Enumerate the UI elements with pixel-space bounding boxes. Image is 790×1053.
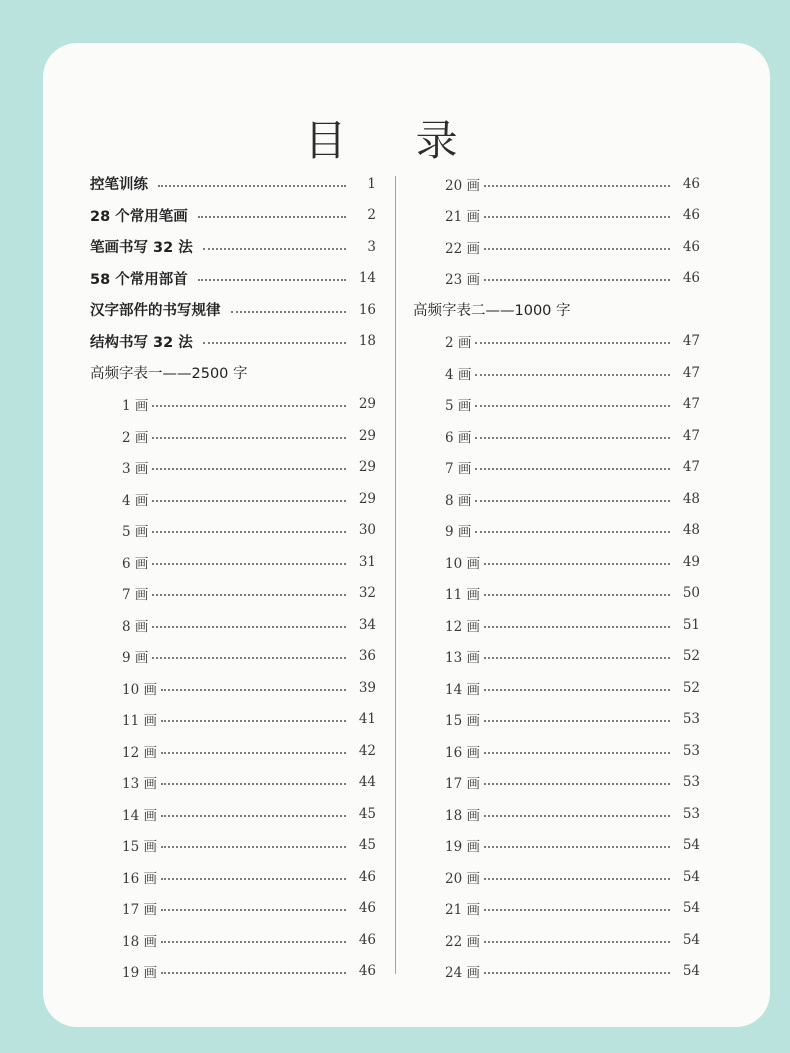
dot-leader [161, 972, 346, 974]
dot-leader [231, 311, 347, 313]
toc-entry[interactable] [413, 609, 700, 641]
toc-page-number: 49 [682, 553, 700, 570]
toc-page-number: 46 [358, 931, 376, 948]
toc-entry-label: 22 画 [445, 240, 480, 257]
toc-page-number: 44 [358, 774, 376, 791]
toc-entry-label: 汉字部件的书写规律 [90, 303, 221, 320]
dot-leader [475, 342, 670, 344]
toc-entry[interactable] [90, 924, 376, 956]
toc-entry-label: 19 画 [122, 965, 157, 982]
toc-page-number: 47 [682, 459, 700, 476]
dot-leader [161, 909, 346, 911]
toc-entry-label: 13 画 [122, 776, 157, 793]
toc-entry-label: 12 画 [122, 744, 157, 761]
toc-page-number: 29 [358, 490, 376, 507]
toc-entry[interactable] [413, 452, 700, 484]
toc-page-number: 29 [358, 396, 376, 413]
toc-entry[interactable] [413, 672, 700, 704]
toc-entry[interactable] [90, 893, 376, 925]
toc-page-number: 47 [682, 364, 700, 381]
toc-entry[interactable] [90, 483, 376, 515]
toc-page-number: 29 [358, 459, 376, 476]
toc-entry-label: 20 画 [445, 177, 480, 194]
toc-page-number: 54 [682, 900, 700, 917]
toc-page-number: 16 [358, 301, 376, 318]
toc-entry[interactable] [413, 704, 700, 736]
dot-leader [161, 815, 346, 817]
toc-entry-label: 结构书写 32 法 [90, 334, 193, 351]
toc-entry[interactable] [413, 956, 700, 988]
dot-leader [484, 563, 670, 565]
toc-entry[interactable] [413, 515, 700, 547]
dot-leader [484, 594, 670, 596]
dot-leader [203, 248, 346, 250]
dot-leader [161, 689, 346, 691]
toc-entry-label: 16 画 [445, 744, 480, 761]
toc-page-number: 41 [358, 711, 376, 728]
toc-entry[interactable] [90, 452, 376, 484]
toc-entry[interactable] [413, 798, 700, 830]
toc-page-number: 45 [358, 837, 376, 854]
toc-page-number: 53 [682, 805, 700, 822]
toc-page-number: 2 [367, 207, 376, 224]
toc-entry[interactable] [90, 326, 376, 358]
toc-entry[interactable] [90, 420, 376, 452]
toc-page-number: 46 [358, 900, 376, 917]
toc-entry-label: 20 画 [445, 870, 480, 887]
toc-page-number: 50 [682, 585, 700, 602]
toc-entry[interactable] [413, 767, 700, 799]
toc-entry-label: 21 画 [445, 902, 480, 919]
toc-entry[interactable] [413, 263, 700, 295]
toc-entry-label: 10 画 [445, 555, 480, 572]
dot-leader [152, 468, 346, 470]
page-title: 目 录 [304, 116, 486, 166]
toc-entry[interactable] [413, 231, 700, 263]
toc-page-number: 1 [367, 175, 376, 192]
toc-entry[interactable] [90, 263, 376, 295]
toc-page-number: 34 [358, 616, 376, 633]
dot-leader [484, 846, 670, 848]
dot-leader [161, 941, 346, 943]
toc-entry-label: 18 画 [122, 933, 157, 950]
toc-page-number: 31 [358, 553, 376, 570]
dot-leader [152, 405, 346, 407]
toc-entry-label: 15 画 [122, 839, 157, 856]
toc-entry[interactable] [413, 893, 700, 925]
dot-leader [484, 657, 670, 659]
toc-entry-label: 6 画 [122, 555, 149, 572]
toc-page-number: 32 [358, 585, 376, 602]
toc-entry-label: 14 画 [122, 807, 157, 824]
dot-leader [484, 752, 670, 754]
dot-leader [484, 878, 670, 880]
toc-entry-label: 5 画 [122, 524, 149, 541]
toc-page-number: 53 [682, 774, 700, 791]
toc-entry-label: 1 画 [122, 398, 149, 415]
toc-entry-label: 28 个常用笔画 [90, 208, 188, 225]
toc-entry[interactable] [413, 546, 700, 578]
dot-leader [152, 594, 346, 596]
toc-page-number: 46 [682, 175, 700, 192]
toc-entry[interactable] [90, 578, 376, 610]
dot-leader [161, 846, 346, 848]
toc-page-number: 48 [682, 522, 700, 539]
toc-entry[interactable] [413, 641, 700, 673]
toc-entry-label: 19 画 [445, 839, 480, 856]
toc-entry[interactable] [90, 956, 376, 988]
toc-page-number: 54 [682, 931, 700, 948]
dot-leader [161, 783, 346, 785]
dot-leader [475, 405, 670, 407]
toc-entry-label: 高频字表二——1000 字 [413, 303, 571, 320]
toc-entry-label: 8 画 [122, 618, 149, 635]
toc-entry-label: 14 画 [445, 681, 480, 698]
toc-page-number: 54 [682, 963, 700, 980]
dot-leader [484, 216, 670, 218]
toc-entry[interactable] [90, 704, 376, 736]
toc-page-number: 51 [682, 616, 700, 633]
toc-entry-label: 24 画 [445, 965, 480, 982]
toc-entry-label: 21 画 [445, 209, 480, 226]
toc-left-column [90, 168, 376, 987]
toc-entry-label: 9 画 [122, 650, 149, 667]
toc-entry-label: 控笔训练 [90, 177, 148, 194]
toc-entry[interactable] [90, 735, 376, 767]
toc-entry[interactable] [90, 294, 376, 326]
dot-leader [484, 720, 670, 722]
dot-leader [152, 563, 346, 565]
dot-leader [152, 626, 346, 628]
toc-page-number: 42 [358, 742, 376, 759]
toc-page-number: 3 [367, 238, 376, 255]
toc-entry[interactable] [413, 420, 700, 452]
toc-entry-label: 58 个常用部首 [90, 271, 188, 288]
toc-entry-label: 22 画 [445, 933, 480, 950]
toc-page-number: 45 [358, 805, 376, 822]
dot-leader [203, 342, 346, 344]
toc-page-number: 36 [358, 648, 376, 665]
toc-entry[interactable] [90, 231, 376, 263]
toc-entry-label: 17 画 [445, 776, 480, 793]
toc-section-heading [413, 294, 700, 326]
toc-entry[interactable] [413, 735, 700, 767]
toc-entry-label: 15 画 [445, 713, 480, 730]
toc-entry-label: 6 画 [445, 429, 472, 446]
toc-entry[interactable] [90, 798, 376, 830]
toc-page-number: 14 [358, 270, 376, 287]
column-divider [395, 176, 396, 974]
dot-leader [475, 374, 670, 376]
dot-leader [484, 689, 670, 691]
toc-entry-label: 3 画 [122, 461, 149, 478]
dot-leader [484, 972, 670, 974]
toc-entry[interactable] [90, 546, 376, 578]
toc-section-heading [90, 357, 376, 389]
dot-leader [475, 437, 670, 439]
toc-page-number: 46 [682, 238, 700, 255]
toc-page-number: 54 [682, 837, 700, 854]
toc-entry[interactable] [413, 483, 700, 515]
toc-entry[interactable] [413, 357, 700, 389]
dot-leader [484, 783, 670, 785]
dot-leader [198, 216, 346, 218]
toc-entry-label: 2 画 [122, 429, 149, 446]
toc-entry-label: 7 画 [445, 461, 472, 478]
dot-leader [484, 815, 670, 817]
dot-leader [198, 279, 346, 281]
toc-entry[interactable] [90, 672, 376, 704]
toc-entry[interactable] [90, 830, 376, 862]
toc-page-number: 47 [682, 333, 700, 350]
toc-entry[interactable] [90, 861, 376, 893]
dot-leader [484, 909, 670, 911]
toc-entry[interactable] [90, 200, 376, 232]
dot-leader [161, 752, 346, 754]
dot-leader [152, 437, 346, 439]
toc-entry[interactable] [90, 515, 376, 547]
toc-entry-label: 高频字表一——2500 字 [90, 366, 248, 383]
dot-leader [484, 248, 670, 250]
toc-page-number: 39 [358, 679, 376, 696]
toc-entry[interactable] [90, 641, 376, 673]
toc-entry[interactable] [413, 326, 700, 358]
dot-leader [161, 720, 346, 722]
toc-entry-label: 5 画 [445, 398, 472, 415]
toc-page-number: 48 [682, 490, 700, 507]
toc-entry-label: 17 画 [122, 902, 157, 919]
dot-leader [484, 626, 670, 628]
dot-leader [158, 185, 346, 187]
dot-leader [161, 878, 346, 880]
toc-entry-label: 7 画 [122, 587, 149, 604]
toc-entry[interactable] [413, 861, 700, 893]
toc-page-number: 47 [682, 396, 700, 413]
toc-page-number: 30 [358, 522, 376, 539]
toc-page-number: 47 [682, 427, 700, 444]
toc-entry-label: 16 画 [122, 870, 157, 887]
toc-page-number: 46 [682, 207, 700, 224]
toc-entry-label: 13 画 [445, 650, 480, 667]
toc-entry-label: 笔画书写 32 法 [90, 240, 193, 257]
toc-entry[interactable] [90, 389, 376, 421]
toc-entry-label: 10 画 [122, 681, 157, 698]
dot-leader [475, 531, 670, 533]
toc-entry-label: 11 画 [122, 713, 157, 730]
toc-entry[interactable] [413, 830, 700, 862]
toc-page-number: 53 [682, 742, 700, 759]
toc-entry[interactable] [90, 168, 376, 200]
toc-entry[interactable] [413, 200, 700, 232]
toc-page-number: 54 [682, 868, 700, 885]
dot-leader [484, 185, 670, 187]
toc-entry-label: 11 画 [445, 587, 480, 604]
toc-right-column [413, 168, 700, 987]
dot-leader [152, 657, 346, 659]
toc-entry-label: 18 画 [445, 807, 480, 824]
toc-page-number: 52 [682, 679, 700, 696]
toc-entry-label: 8 画 [445, 492, 472, 509]
toc-entry-label: 23 画 [445, 272, 480, 289]
toc-entry-label: 4 画 [122, 492, 149, 509]
toc-entry[interactable] [90, 609, 376, 641]
toc-page-number: 18 [358, 333, 376, 350]
toc-entry[interactable] [413, 389, 700, 421]
dot-leader [475, 500, 670, 502]
toc-page-number: 52 [682, 648, 700, 665]
toc-entry[interactable] [90, 767, 376, 799]
toc-page-number: 53 [682, 711, 700, 728]
toc-entry-label: 12 画 [445, 618, 480, 635]
toc-entry[interactable] [413, 168, 700, 200]
toc-page-number: 46 [358, 868, 376, 885]
toc-page-number: 46 [682, 270, 700, 287]
dot-leader [152, 500, 346, 502]
toc-entry[interactable] [413, 924, 700, 956]
toc-entry-label: 2 画 [445, 335, 472, 352]
toc-entry-label: 4 画 [445, 366, 472, 383]
dot-leader [484, 941, 670, 943]
toc-entry[interactable] [413, 578, 700, 610]
toc-page-number: 29 [358, 427, 376, 444]
toc-entry-label: 9 画 [445, 524, 472, 541]
dot-leader [484, 279, 670, 281]
dot-leader [475, 468, 670, 470]
toc-page-number: 46 [358, 963, 376, 980]
dot-leader [152, 531, 346, 533]
